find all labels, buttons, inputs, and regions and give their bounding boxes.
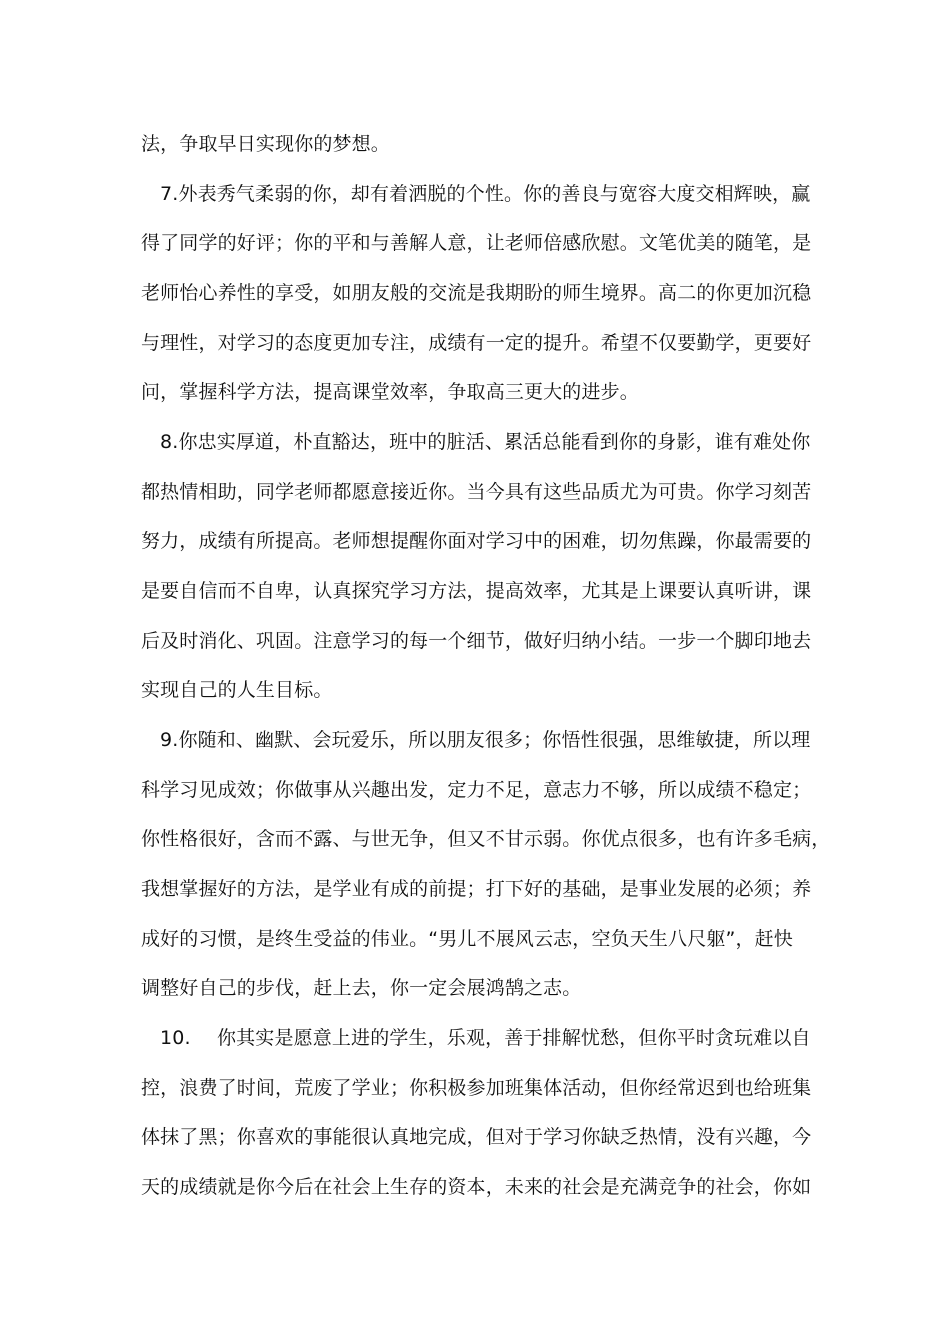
paragraph-10-number: 10. xyxy=(160,1027,191,1049)
paragraph-10-line-1 xyxy=(160,1026,840,1050)
paragraph-9-line-3: 你性格很好，含而不露、与世无争，但又不甘示弱。你优点很多，也有许多毛病， xyxy=(141,828,831,850)
paragraph-7-line-5: 问，掌握科学方法，提高课堂效率，争取高三更大的进步。 xyxy=(141,381,639,403)
paragraph-9-line-2: 科学习见成效；你做事从兴趣出发，定力不足，意志力不够，所以成绩不稳定； xyxy=(141,779,812,801)
paragraph-7-line-1 xyxy=(160,182,840,206)
paragraph-10-line-3: 体抹了黑；你喜欢的事能很认真地完成，但对于学习你缺乏热情，没有兴趣，今 xyxy=(141,1126,812,1148)
paragraph-9-number: 9. xyxy=(160,729,179,751)
paragraph-7-line-4: 与理性，对学习的态度更加专注，成绩有一定的提升。希望不仅要勤学，更要好 xyxy=(141,332,812,354)
paragraph-9-line-5: 成好的习惯，是终生受益的伟业。“男儿不展风云志，空负天生八尺躯”，赶快 xyxy=(141,928,793,950)
paragraph-8-line-4: 是要自信而不自卑，认真探究学习方法，提高效率，尤其是上课要认真听讲，课 xyxy=(141,580,812,602)
paragraph-8-line-6: 实现自己的人生目标。 xyxy=(141,679,333,701)
paragraph-7-line-2: 得了同学的好评；你的平和与善解人意，让老师倍感欣慰。文笔优美的随笔，是 xyxy=(141,232,812,254)
paragraph-6-tail-line-1: 法，争取早日实现你的梦想。 xyxy=(141,133,390,155)
paragraph-9-line-1-text: 你随和、幽默、会玩爱乐，所以朋友很多；你悟性很强，思维敏捷，所以理 xyxy=(178,729,811,751)
paragraph-9-line-1 xyxy=(160,728,840,752)
paragraph-7-line-1-text: 外表秀气柔弱的你，却有着洒脱的个性。你的善良与宽容大度交相辉映，赢 xyxy=(178,183,811,205)
paragraph-10-line-2: 控，浪费了时间，荒废了学业；你积极参加班集体活动，但你经常迟到也给班集 xyxy=(141,1077,812,1099)
paragraph-9-line-6: 调整好自己的步伐，赶上去，你一定会展鸿鹄之志。 xyxy=(141,977,582,999)
paragraph-10-line-1-text: 你其实是愿意上进的学生，乐观，善于排解忧愁，但你平时贪玩难以自 xyxy=(217,1027,811,1049)
paragraph-9-line-4: 我想掌握好的方法，是学业有成的前提；打下好的基础，是事业发展的必须；养 xyxy=(141,878,812,900)
paragraph-8-line-3: 努力，成绩有所提高。老师想提醒你面对学习中的困难，切勿焦躁，你最需要的 xyxy=(141,530,812,552)
paragraph-8-number: 8. xyxy=(160,431,179,453)
paragraph-8-line-2: 都热情相助，同学老师都愿意接近你。当今具有这些品质尤为可贵。你学习刻苦 xyxy=(141,481,812,503)
paragraph-8-line-1-text: 你忠实厚道，朴直豁达，班中的脏活、累活总能看到你的身影，谁有难处你 xyxy=(178,431,811,453)
paragraph-10-line-4: 天的成绩就是你今后在社会上生存的资本，未来的社会是充满竞争的社会，你如 xyxy=(141,1176,812,1198)
paragraph-8-line-5: 后及时消化、巩固。注意学习的每一个细节，做好归纳小结。一步一个脚印地去 xyxy=(141,630,812,652)
paragraph-8-line-1 xyxy=(160,430,840,454)
paragraph-7-line-3: 老师怡心养性的享受，如朋友般的交流是我期盼的师生境界。高二的你更加沉稳 xyxy=(141,282,812,304)
paragraph-7-number: 7. xyxy=(160,183,179,205)
